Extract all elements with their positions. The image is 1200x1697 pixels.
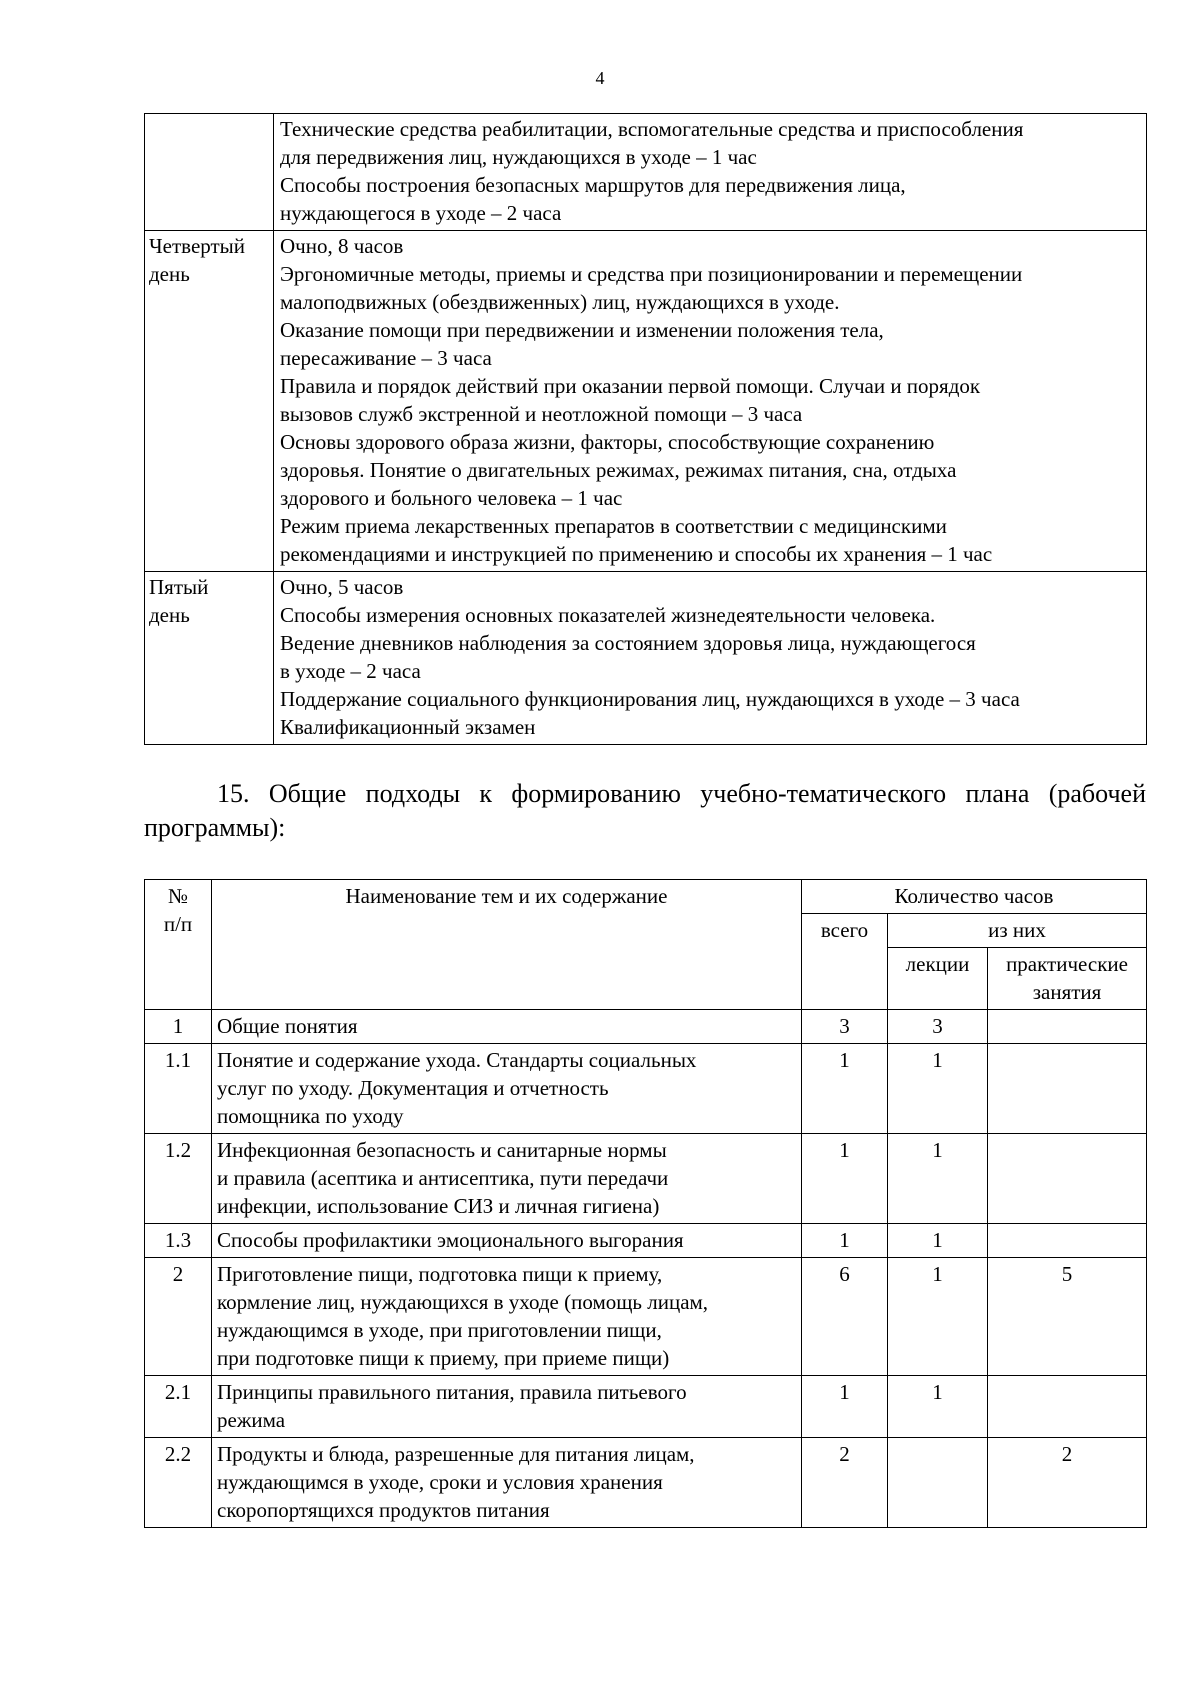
schedule-content-line: пересаживание – 3 часа [280,346,492,370]
schedule-content-line: Технические средства реабилитации, вспомогательные средства и приспособления [280,117,1024,141]
header-practice-line: практические [1006,952,1128,976]
plan-name-line: Принципы правильного питания, правила питьевого [217,1380,687,1404]
plan-name-line: Общие понятия [217,1014,358,1038]
schedule-content-line: здорового и больного человека – 1 час [280,486,623,510]
plan-total-cell: 1 [802,1224,888,1258]
plan-name-line: нуждающимся в уходе, сроки и условия хранения [217,1470,663,1494]
plan-name-line: скоропортящихся продуктов питания [217,1498,550,1522]
schedule-content-line: для передвижения лиц, нуждающихся в уходе – 1 час [280,145,757,169]
schedule-day-line: день [149,262,190,286]
schedule-content-line: здоровья. Понятие о двигательных режимах, режимах питания, сна, отдыха [280,458,957,482]
plan-row [145,1134,1147,1224]
plan-num-cell: 1.1 [145,1044,212,1134]
schedule-day-line: день [149,603,190,627]
schedule-content-line: Квалификационный экзамен [280,715,536,739]
plan-total-cell: 3 [802,1010,888,1044]
plan-name-line: Инфекционная безопасность и санитарные нормы [217,1138,667,1162]
schedule-row [145,572,1147,745]
plan-total-cell: 2 [802,1438,888,1528]
plan-header-row [145,880,1147,914]
plan-name-line: помощника по уходу [217,1104,404,1128]
schedule-content-line: в уходе – 2 часа [280,659,421,683]
schedule-content-line: Эргономичные методы, приемы и средства при позиционировании и перемещении [280,262,1023,286]
schedule-content-line: Поддержание социального функционирования лиц, нуждающихся в уходе – 3 часа [280,687,1020,711]
plan-num-cell: 2.2 [145,1438,212,1528]
plan-name-cell [212,1134,802,1224]
header-num [145,880,212,1010]
plan-total-cell: 1 [802,1044,888,1134]
schedule-row [145,114,1147,231]
plan-name-line: режима [217,1408,286,1432]
schedule-content-line: вызовов служб экстренной и неотложной помощи – 3 часа [280,402,803,426]
schedule-content-cell [274,572,1147,745]
plan-num-cell: 1.2 [145,1134,212,1224]
plan-lectures-cell: 1 [888,1044,988,1134]
plan-name-line: Продукты и блюда, разрешенные для питания лицам, [217,1442,695,1466]
schedule-day-line: Пятый [149,575,209,599]
plan-lectures-cell: 1 [888,1376,988,1438]
plan-practice-cell: 5 [988,1258,1147,1376]
header-num-line: п/п [163,912,193,936]
plan-num-cell: 2 [145,1258,212,1376]
plan-num-cell: 1 [145,1010,212,1044]
plan-table [144,879,1147,1528]
plan-name-cell [212,1438,802,1528]
plan-name-line: нуждающимся в уходе, при приготовлении пищи, [217,1318,662,1342]
plan-name-line: кормление лиц, нуждающихся в уходе (помощь лицам, [217,1290,709,1314]
plan-total-cell: 1 [802,1134,888,1224]
header-practice [988,948,1147,1010]
plan-total-cell: 1 [802,1376,888,1438]
schedule-day-cell [145,572,274,745]
plan-name-cell [212,1224,802,1258]
plan-name-line: и правила (асептика и антисептика, пути передачи [217,1166,669,1190]
plan-practice-cell: 2 [988,1438,1147,1528]
schedule-content-line: Очно, 8 часов [280,234,404,258]
schedule-content-line: рекомендациями и инструкцией по применению и способы их хранения – 1 час [280,542,993,566]
header-hours: Количество часов [802,880,1147,914]
plan-row [145,1376,1147,1438]
plan-row [145,1438,1147,1528]
schedule-row [145,231,1147,572]
plan-practice-cell [988,1044,1147,1134]
schedule-content-line: Способы измерения основных показателей жизнедеятельности человека. [280,603,936,627]
schedule-day-cell [145,114,274,231]
plan-total-cell: 6 [802,1258,888,1376]
plan-row [145,1258,1147,1376]
plan-name-line: Способы профилактики эмоционального выгорания [217,1228,684,1252]
plan-lectures-cell: 3 [888,1010,988,1044]
header-lectures: лекции [888,948,988,1010]
plan-name-cell [212,1044,802,1134]
schedule-content-line: Основы здорового образа жизни, факторы, способствующие сохранению [280,430,935,454]
schedule-content-line: Способы построения безопасных маршрутов для передвижения лица, [280,173,906,197]
plan-row [145,1224,1147,1258]
header-of-which: из них [888,914,1147,948]
schedule-content-line: малоподвижных (обездвиженных) лиц, нуждающихся в уходе. [280,290,840,314]
header-num-line: № [167,884,189,908]
schedule-content-line: нуждающегося в уходе – 2 часа [280,201,562,225]
page-number: 4 [595,68,605,88]
plan-practice-cell [988,1010,1147,1044]
schedule-content-cell [274,114,1147,231]
plan-name-line: при подготовке пищи к приему, при приеме пищи) [217,1346,670,1370]
plan-lectures-cell: 1 [888,1134,988,1224]
schedule-day-line: Четвертый [149,234,246,258]
header-practice-line: занятия [1032,980,1102,1004]
schedule-content-line: Правила и порядок действий при оказании первой помощи. Случаи и порядок [280,374,981,398]
plan-num-cell: 2.1 [145,1376,212,1438]
schedule-content-cell [274,231,1147,572]
plan-name-cell [212,1010,802,1044]
schedule-content-line: Оказание помощи при передвижении и изменении положения тела, [280,318,884,342]
plan-num-cell: 1.3 [145,1224,212,1258]
plan-name-line: Понятие и содержание ухода. Стандарты социальных [217,1048,697,1072]
schedule-content-line: Ведение дневников наблюдения за состоянием здоровья лица, нуждающегося [280,631,976,655]
plan-practice-cell [988,1134,1147,1224]
plan-lectures-cell: 1 [888,1258,988,1376]
plan-row [145,1010,1147,1044]
header-total: всего [802,914,888,1010]
plan-name-line: услуг по уходу. Документация и отчетность [217,1076,609,1100]
plan-name-line: инфекции, использование СИЗ и личная гигиена) [217,1194,660,1218]
header-name: Наименование тем и их содержание [212,880,802,1010]
plan-practice-cell [988,1376,1147,1438]
plan-practice-cell [988,1224,1147,1258]
section-heading: 15. Общие подходы к формированию учебно-тематического плана (рабочей программы): [144,779,1146,842]
plan-lectures-cell [888,1438,988,1528]
schedule-content-line: Очно, 5 часов [280,575,404,599]
schedule-content-line: Режим приема лекарственных препаратов в соответствии с медицинскими [280,514,947,538]
schedule-table [144,113,1147,745]
plan-row [145,1044,1147,1134]
schedule-day-cell [145,231,274,572]
plan-name-cell [212,1376,802,1438]
plan-name-line: Приготовление пищи, подготовка пищи к приему, [217,1262,663,1286]
plan-lectures-cell: 1 [888,1224,988,1258]
plan-name-cell [212,1258,802,1376]
